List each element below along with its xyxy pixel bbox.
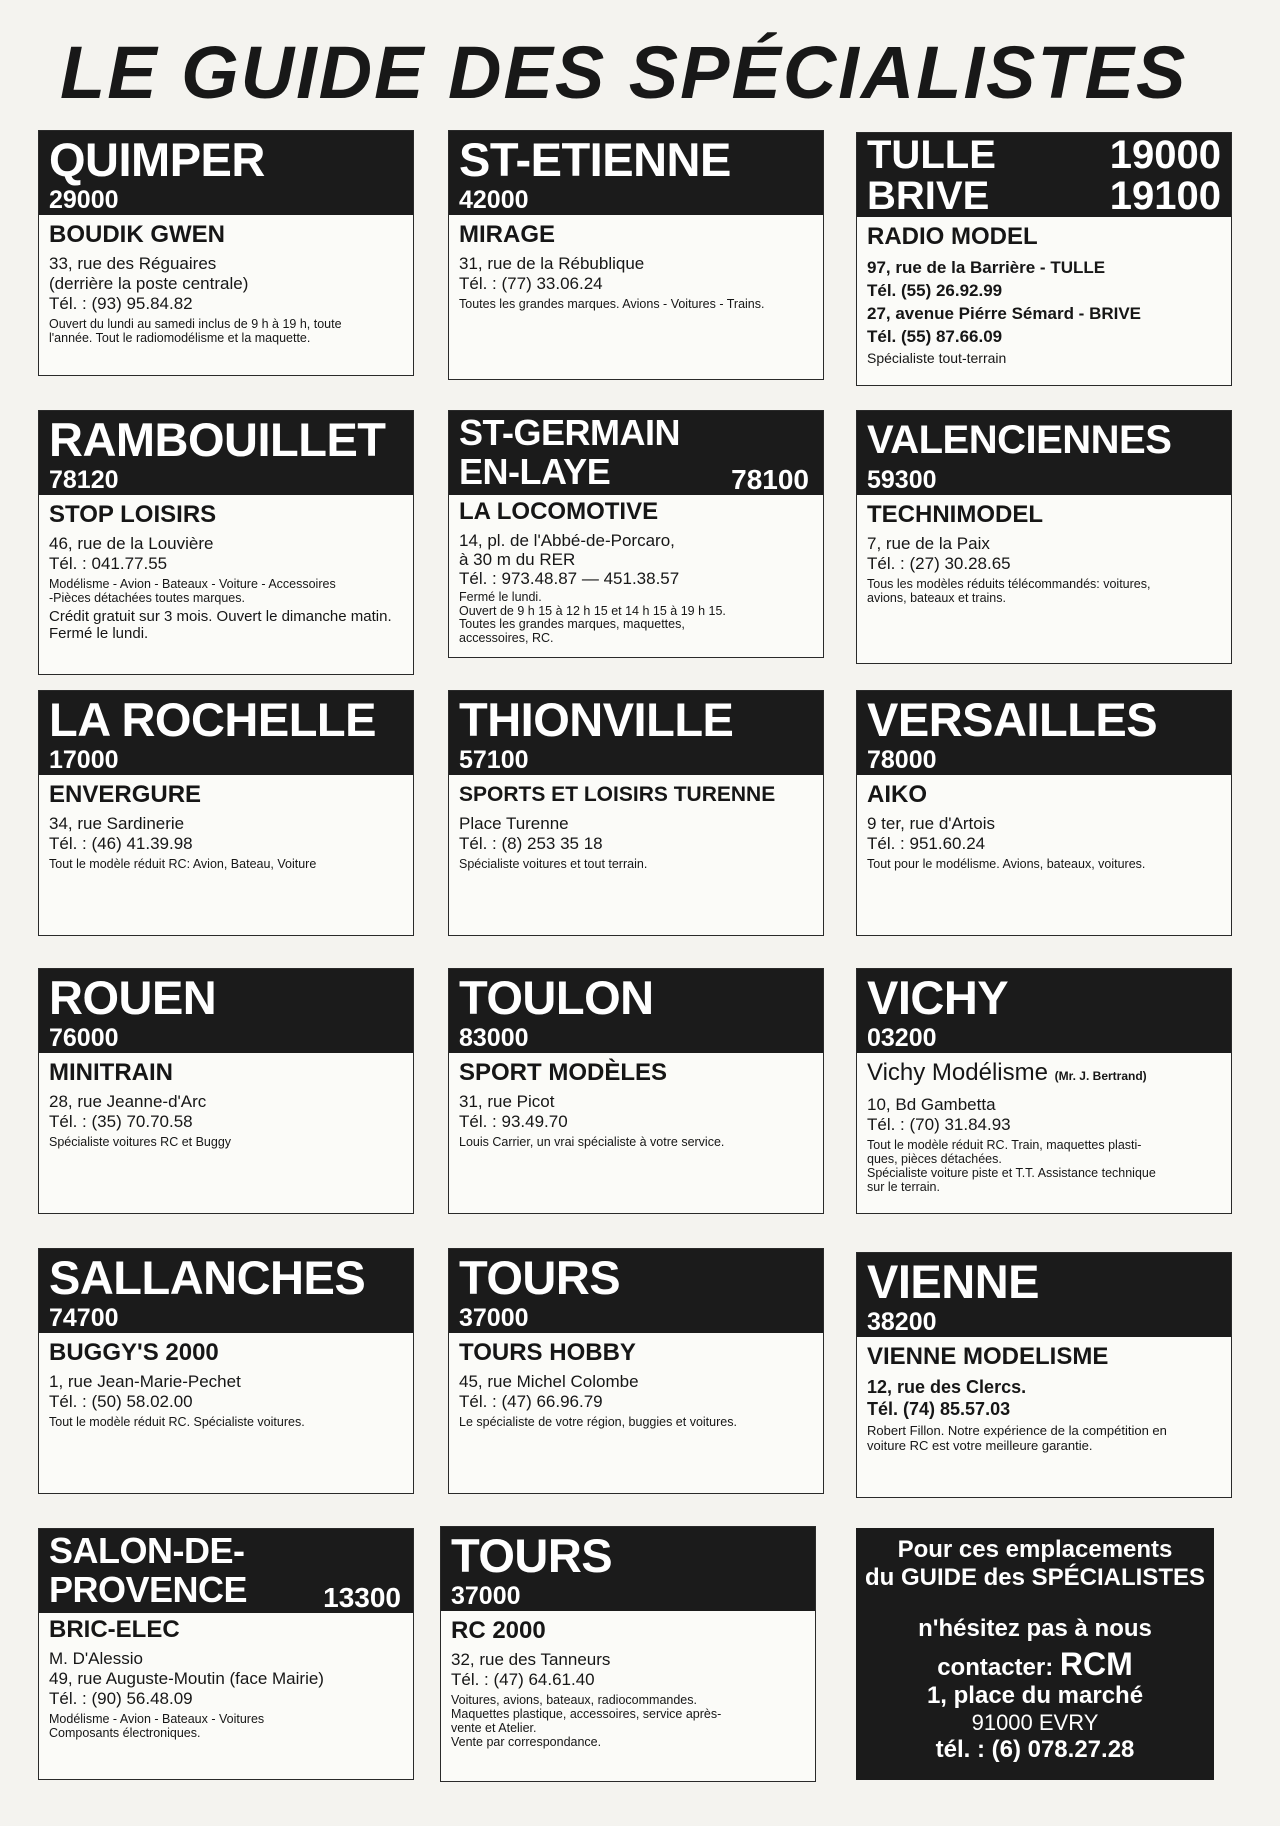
city-name: QUIMPER <box>49 133 265 186</box>
city-name: VERSAILLES <box>867 693 1158 746</box>
shop-name-row <box>867 1058 1221 1091</box>
dealer-card-vienne <box>856 1252 1232 1498</box>
shop-description: Le spécialiste de votre région, buggies et voitures. <box>459 1415 737 1429</box>
zip-code: 59300 <box>867 466 937 494</box>
card-header <box>857 691 1231 775</box>
zip-code: 57100 <box>459 746 529 774</box>
card-header <box>857 411 1231 495</box>
dealer-card-sallanches <box>38 1248 414 1494</box>
shop-description: Toutes les grandes marques. Avions - Voitures - Trains. <box>459 297 765 311</box>
shop-address: 46, rue de la Louvière Tél. : 041.77.55 <box>49 534 214 573</box>
city-name: THIONVILLE <box>459 693 734 746</box>
card-header <box>39 131 413 215</box>
city-name: VALENCIENNES <box>867 418 1172 462</box>
shop-name: SPORT MODÈLES <box>459 1059 668 1086</box>
zip-code: 78100 <box>731 464 809 495</box>
city-name-2: BRIVE <box>867 174 990 218</box>
card-header <box>441 1527 815 1611</box>
city-name: TULLE <box>867 133 996 177</box>
zip-code: 76000 <box>49 1024 119 1052</box>
promo-contact-label: contacter: <box>937 1654 1054 1681</box>
shop-description: Ouvert du lundi au samedi inclus de 9 h à 19 h, toute l'année. Tout le radiomodélisme et la maquette. <box>49 317 342 345</box>
shop-name: BRIC-ELEC <box>49 1616 180 1643</box>
zip-code: 19000 <box>1109 133 1221 177</box>
card-header <box>39 411 413 495</box>
city-name: ST-GERMAIN EN-LAYE <box>459 412 681 492</box>
city-name: LA ROCHELLE <box>49 693 376 746</box>
zip-code: 17000 <box>49 746 119 774</box>
dealer-card-valenciennes <box>856 410 1232 664</box>
city-name: ST-ETIENNE <box>459 133 731 186</box>
shop-address: 10, Bd Gambetta Tél. : (70) 31.84.93 <box>867 1095 1011 1134</box>
shop-address: 34, rue Sardinerie Tél. : (46) 41.39.98 <box>49 814 193 853</box>
advertise-promo-box <box>856 1528 1214 1780</box>
dealer-card-versailles <box>856 690 1232 936</box>
shop-description: Fermé le lundi. Ouvert de 9 h 15 à 12 h 15 et 14 h 15 à 19 h 15. Toutes les grandes marques, maquettes, accessoires, RC. <box>459 590 726 645</box>
zip-code: 03200 <box>867 1024 937 1052</box>
zip-code: 13300 <box>323 1582 401 1613</box>
zip-code: 83000 <box>459 1024 529 1052</box>
shop-description: Tout le modèle réduit RC. Spécialiste voitures. <box>49 1415 305 1429</box>
shop-name: RC 2000 <box>451 1617 546 1644</box>
shop-address: 1, rue Jean-Marie-Pechet Tél. : (50) 58.02.00 <box>49 1372 241 1411</box>
city-name: TOULON <box>459 971 654 1024</box>
dealer-card-tours-hobby <box>448 1248 824 1494</box>
shop-description: Tout pour le modélisme. Avions, bateaux, voitures. <box>867 857 1146 871</box>
dealer-card-st-germain-en-laye <box>448 410 824 658</box>
shop-address: Place Turenne Tél. : (8) 253 35 18 <box>459 814 603 853</box>
dealer-card-quimper <box>38 130 414 376</box>
dealer-card-vichy <box>856 968 1232 1214</box>
shop-address: 28, rue Jeanne-d'Arc Tél. : (35) 70.70.58 <box>49 1092 207 1131</box>
shop-description: Spécialiste tout-terrain <box>867 350 1007 366</box>
shop-address: 97, rue de la Barrière - TULLE Tél. (55) 26.92.99 27, avenue Piérre Sémard - BRIVE Tél. (55) 87.66.09 <box>867 258 1142 346</box>
card-header <box>449 411 823 495</box>
zip-code: 37000 <box>459 1304 529 1332</box>
shop-name: ENVERGURE <box>49 781 202 808</box>
page-title: LE GUIDE DES SPÉCIALISTES <box>60 31 1188 114</box>
card-header <box>449 969 823 1053</box>
shop-description: Voitures, avions, bateaux, radiocommandes. Maquettes plastique, accessoires, service après- vente et Atelier. Vente par correspondance. <box>451 1693 722 1749</box>
shop-address: 45, rue Michel Colombe Tél. : (47) 66.96.79 <box>459 1372 639 1411</box>
promo-phone: tél. : (6) 078.27.28 <box>935 1736 1135 1763</box>
zip-code: 78120 <box>49 466 119 494</box>
zip-code: 78000 <box>867 746 937 774</box>
dealer-card-rambouillet <box>38 410 414 675</box>
city-name: VIENNE <box>867 1255 1039 1308</box>
shop-description: Spécialiste voitures et tout terrain. <box>459 857 648 871</box>
city-name: RAMBOUILLET <box>49 413 386 466</box>
shop-address: 31, rue de la Rébublique Tél. : (77) 33.06.24 <box>459 254 645 293</box>
shop-name: BOUDIK GWEN <box>49 221 225 248</box>
zip-code-2: 19100 <box>1109 174 1221 218</box>
city-name: VICHY <box>867 971 1009 1024</box>
shop-address: 9 ter, rue d'Artois Tél. : 951.60.24 <box>867 814 995 853</box>
shop-description: Tous les modèles réduits télécommandés: voitures, avions, bateaux et trains. <box>867 577 1151 605</box>
card-header <box>39 1529 413 1613</box>
city-name: TOURS <box>459 1251 621 1304</box>
card-header <box>449 1249 823 1333</box>
promo-invite: n'hésitez pas à nous <box>918 1615 1152 1642</box>
shop-description: Modélisme - Avion - Bateaux - Voitures Composants électroniques. <box>49 1712 265 1740</box>
dealer-card-thionville <box>448 690 824 936</box>
promo-city: 91000 EVRY <box>971 1710 1099 1735</box>
shop-address: 12, rue des Clercs. Tél. (74) 85.57.03 <box>867 1377 1027 1419</box>
zip-code: 29000 <box>49 186 119 214</box>
dealer-card-rouen <box>38 968 414 1214</box>
shop-description: Robert Fillon. Notre expérience de la compétition en voiture RC est votre meilleure garantie. <box>867 1423 1167 1453</box>
zip-code: 37000 <box>451 1582 521 1610</box>
zip-code: 42000 <box>459 186 529 214</box>
shop-name: RADIO MODEL <box>867 223 1038 250</box>
promo-brand: RCM <box>1059 1646 1133 1682</box>
shop-address: 31, rue Picot Tél. : 93.49.70 <box>459 1092 568 1131</box>
shop-name: AIKO <box>867 781 927 808</box>
shop-description-extra: Crédit gratuit sur 3 mois. Ouvert le dimanche matin. Fermé le lundi. <box>49 608 392 642</box>
card-header <box>449 691 823 775</box>
promo-headline: Pour ces emplacements du GUIDE des SPÉCIALISTES <box>864 1536 1206 1591</box>
zip-code: 74700 <box>49 1304 119 1332</box>
card-header <box>449 131 823 215</box>
shop-name: VIENNE MODELISME <box>867 1343 1109 1370</box>
shop-name: LA LOCOMOTIVE <box>459 498 659 525</box>
shop-description: Louis Carrier, un vrai spécialiste à votre service. <box>459 1135 725 1149</box>
dealer-card-st-etienne <box>448 130 824 380</box>
shop-description: Tout le modèle réduit RC. Train, maquettes plasti- ques, pièces détachées. Spécialiste voiture piste et T.T. Assistance technique sur le terrain. <box>867 1138 1156 1194</box>
card-header <box>857 969 1231 1053</box>
card-header <box>39 691 413 775</box>
city-name: SALLANCHES <box>49 1251 366 1304</box>
card-header <box>39 969 413 1053</box>
shop-owner: (Mr. J. Bertrand) <box>1054 1069 1147 1083</box>
city-name: TOURS <box>451 1529 613 1582</box>
shop-name: MINITRAIN <box>49 1059 173 1086</box>
shop-address: 14, pl. de l'Abbé-de-Porcaro, à 30 m du RER Tél. : 973.48.87 — 451.38.57 <box>459 531 680 588</box>
promo-address: 1, place du marché <box>926 1682 1144 1709</box>
dealer-card-salon-de-provence <box>38 1528 414 1780</box>
dealer-card-tulle-brive <box>856 132 1232 386</box>
shop-name: STOP LOISIRS <box>49 501 217 528</box>
shop-address: 33, rue des Réguaires (derrière la poste centrale) Tél. : (93) 95.84.82 <box>49 254 249 313</box>
city-name: ROUEN <box>49 971 217 1024</box>
shop-name: Vichy Modélisme <box>867 1059 1048 1086</box>
card-header <box>857 133 1231 217</box>
card-header <box>39 1249 413 1333</box>
shop-address: 32, rue des Tanneurs Tél. : (47) 64.61.40 <box>451 1650 611 1689</box>
shop-description: Tout le modèle réduit RC: Avion, Bateau, Voiture <box>49 857 317 871</box>
dealer-card-la-rochelle <box>38 690 414 936</box>
shop-address: 7, rue de la Paix Tél. : (27) 30.28.65 <box>867 534 1011 573</box>
shop-name: MIRAGE <box>459 221 555 248</box>
promo-contact-row <box>856 1646 1214 1682</box>
shop-description: Modélisme - Avion - Bateaux - Voiture - Accessoires -Pièces détachées toutes marques. <box>49 577 336 605</box>
shop-address: M. D'Alessio 49, rue Auguste-Moutin (face Mairie) Tél. : (90) 56.48.09 <box>49 1649 324 1708</box>
shop-name: TOURS HOBBY <box>459 1339 636 1366</box>
shop-description: Spécialiste voitures RC et Buggy <box>49 1135 232 1149</box>
shop-name: BUGGY'S 2000 <box>49 1339 219 1366</box>
dealer-card-rc-2000 <box>440 1526 816 1782</box>
dealer-card-toulon <box>448 968 824 1214</box>
shop-name: SPORTS ET LOISIRS TURENNE <box>459 783 776 806</box>
shop-name: TECHNIMODEL <box>867 501 1043 528</box>
zip-code: 38200 <box>867 1308 937 1336</box>
card-header <box>857 1253 1231 1337</box>
city-name: SALON-DE- PROVENCE <box>49 1530 248 1610</box>
